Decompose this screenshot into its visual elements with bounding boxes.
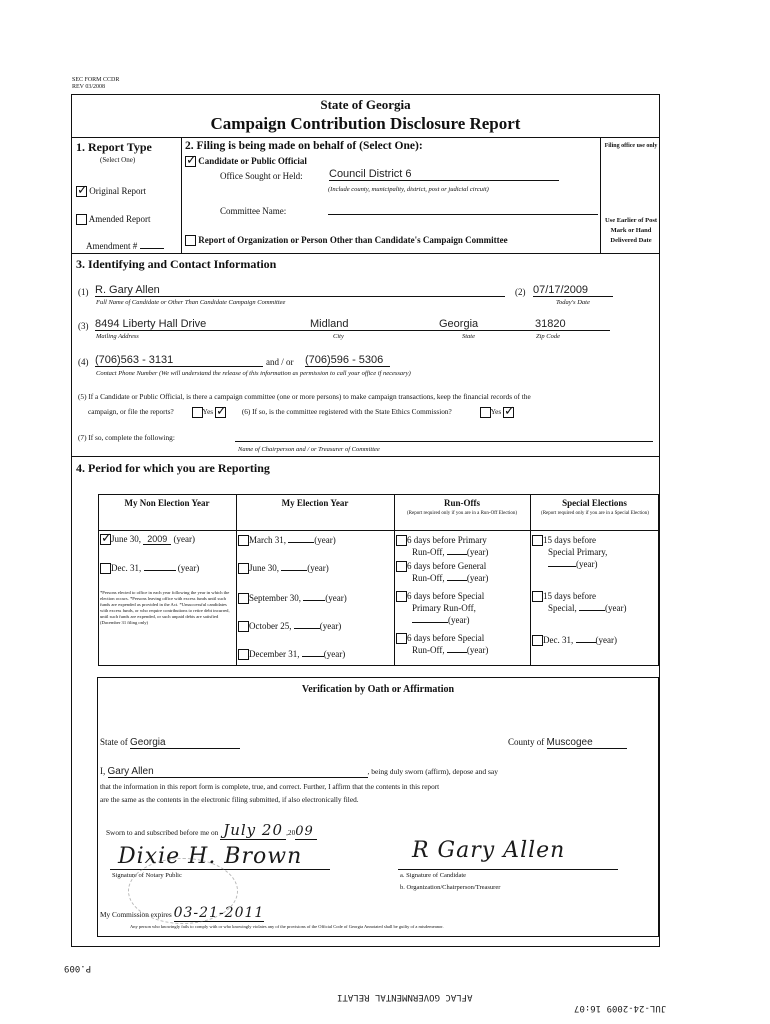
organization-report-checkbox[interactable] bbox=[185, 235, 196, 246]
e-june-option[interactable]: June 30, (year) bbox=[238, 562, 329, 574]
oath-county: County of Muscogee bbox=[508, 737, 627, 749]
and-or-label: and / or bbox=[266, 357, 294, 367]
zip-caption: Zip Code bbox=[536, 333, 561, 340]
special-dec-option[interactable]: Dec. 31, (year) bbox=[532, 634, 617, 646]
report-date-caption: Today's Date bbox=[556, 299, 590, 306]
commission-date: 03-21-2011 bbox=[173, 905, 265, 921]
section4-title: 4. Period for which you are Reporting bbox=[76, 461, 270, 475]
runoff-special-checkbox[interactable] bbox=[396, 633, 407, 644]
phone-caption: Contact Phone Number (We will understand the release of this information as permission to call your office if necessary) bbox=[96, 370, 411, 377]
oath-county-value: Muscogee bbox=[547, 737, 627, 749]
penalty-notice: Any person who knowingly fails to comply with or who knowingly violates any of the provisions of the Official Code of Georgia Annotated shall be guilty of a misdemeanor. bbox=[130, 924, 444, 929]
e-march-checkbox[interactable] bbox=[238, 535, 249, 546]
original-report-checkbox[interactable] bbox=[76, 186, 87, 197]
amended-report-option[interactable]: Amended Report bbox=[76, 214, 151, 225]
report-type-subtitle: (Select One) bbox=[100, 156, 136, 164]
sworn-year: 09 bbox=[295, 824, 314, 839]
col-election: My Election Year bbox=[281, 498, 349, 508]
commission-expires: My Commission expires 03-21-2011 bbox=[100, 905, 265, 921]
col-special-note: (Report required only if you are in a Special Election) bbox=[541, 511, 649, 516]
oath-affiant-name: Gary Allen bbox=[108, 766, 368, 778]
oath-title: Verification by Oath or Affirmation bbox=[301, 684, 455, 695]
ne-dec-option[interactable]: Dec. 31, (year) bbox=[100, 562, 199, 574]
fax-page-number: P.009 bbox=[64, 963, 92, 973]
special-primary-option[interactable]: 15 days before Special Primary, (year) bbox=[532, 534, 607, 570]
oath-state: State of Georgia bbox=[100, 737, 240, 749]
item4-number: (4) bbox=[78, 357, 89, 367]
candidate-checkbox[interactable] bbox=[185, 156, 196, 167]
office-label: Office Sought or Held: bbox=[220, 171, 303, 181]
special-option[interactable]: 15 days before Special, (year) bbox=[532, 590, 626, 614]
amendment-number-label: Amendment # bbox=[86, 240, 164, 251]
ne-june-option[interactable]: ✓June 30, 2009 (year) bbox=[100, 534, 195, 545]
e-september-checkbox[interactable] bbox=[238, 593, 249, 604]
committee-no-checkbox[interactable] bbox=[215, 407, 226, 418]
organization-signature-caption: b. Organization/Chairperson/Treasurer bbox=[400, 884, 501, 891]
col-runoffs: Run-Offs bbox=[443, 498, 480, 508]
runoff-special-primary-checkbox[interactable] bbox=[396, 591, 407, 602]
mailing-address: 8494 Liberty Hall Drive bbox=[95, 318, 310, 331]
col-runoffs-note: (Report required only if you are in a Run-Off Election) bbox=[406, 511, 517, 516]
oath-state-value: Georgia bbox=[130, 737, 240, 749]
oath-statement-2: are the same as the contents in the electronic filing submitted, if also electronically filed. bbox=[100, 795, 359, 804]
question5-text: (5) If a Candidate or Public Official, is there a campaign committee (one or more persons) to make campaign transactions, keep the financial records of the bbox=[78, 392, 531, 401]
notary-caption: Signature of Notary Public bbox=[112, 872, 182, 879]
form-state-header: State of Georgia bbox=[320, 97, 411, 112]
filing-behalf-title: 2. Filing is being made on behalf of (Select One): bbox=[185, 140, 423, 152]
oath-affiant: I, Gary Allen , being duly sworn (affirm), depose and say bbox=[100, 766, 498, 777]
runoff-special-primary-option[interactable]: 6 days before Special Primary Run-Off, (year) bbox=[396, 590, 484, 626]
state: Georgia bbox=[425, 318, 535, 331]
zip-code: 31820 bbox=[535, 318, 610, 331]
item3-number: (3) bbox=[78, 321, 89, 331]
report-type-title: 1. Report Type bbox=[76, 140, 152, 154]
fax-datetime: JUL-24-2009 16:07 bbox=[574, 1003, 667, 1013]
question5-continued: campaign, or file the reports? Yes ✓ (6) If so, is the committee registered with the State Ethics Commission? Yes ✓ bbox=[88, 407, 658, 418]
registered-no-checkbox[interactable] bbox=[503, 407, 514, 418]
col-non-election: My Non Election Year bbox=[124, 498, 210, 508]
runoff-primary-checkbox[interactable] bbox=[396, 535, 407, 546]
organization-report-option[interactable]: Report of Organization or Person Other than Candidate's Campaign Committee bbox=[185, 235, 508, 246]
special-primary-checkbox[interactable] bbox=[532, 535, 543, 546]
form-id: SEC FORM CCDR REV 03/2008 bbox=[72, 77, 120, 90]
notary-seal bbox=[128, 858, 238, 924]
office-value: Council District 6 bbox=[329, 168, 559, 181]
e-june-checkbox[interactable] bbox=[238, 563, 249, 574]
oath-statement-1: that the information in this report form is complete, true, and correct. Further, I affirm that the contents in this report bbox=[100, 782, 440, 791]
section3-title: 3. Identifying and Contact Information bbox=[76, 257, 277, 271]
e-december-checkbox[interactable] bbox=[238, 649, 249, 660]
committee-name-line bbox=[328, 205, 598, 215]
e-march-option[interactable]: March 31, (year) bbox=[238, 534, 336, 546]
phone-secondary: (706)596 - 5306 bbox=[305, 354, 390, 367]
fax-sender: AFLAC GOVERNMENTAL RELATI bbox=[337, 992, 473, 1002]
runoff-primary-option[interactable]: 6 days before Primary Run-Off, (year) bbox=[396, 534, 488, 558]
postmark-note: Use Earlier of Post Mark or Hand Delivered Date bbox=[604, 217, 658, 244]
registered-yes-checkbox[interactable] bbox=[480, 407, 491, 418]
sworn-date: July 20 bbox=[223, 821, 283, 839]
candidate-name-caption: Full Name of Candidate or Other Than Candidate Campaign Committee bbox=[96, 299, 286, 306]
runoff-general-checkbox[interactable] bbox=[396, 561, 407, 572]
e-september-option[interactable]: September 30, (year) bbox=[238, 592, 347, 604]
mailing-address-caption: Mailing Address bbox=[96, 333, 139, 340]
phone-primary: (706)563 - 3131 bbox=[95, 354, 263, 367]
report-date: 07/17/2009 bbox=[533, 284, 613, 297]
e-october-checkbox[interactable] bbox=[238, 621, 249, 632]
candidate-option[interactable]: ✓ Candidate or Public Official bbox=[185, 156, 307, 167]
chairperson-caption: Name of Chairperson and / or Treasurer of Committee bbox=[238, 446, 380, 453]
committee-yes-checkbox[interactable] bbox=[192, 407, 203, 418]
e-october-option[interactable]: October 25, (year) bbox=[238, 620, 341, 632]
ne-dec-checkbox[interactable] bbox=[100, 563, 111, 574]
state-caption: State bbox=[462, 333, 475, 340]
form-title: Campaign Contribution Disclosure Report bbox=[210, 114, 521, 133]
runoff-general-option[interactable]: 6 days before General Run-Off, (year) bbox=[396, 560, 488, 584]
question7-text: (7) If so, complete the following: bbox=[78, 433, 175, 442]
non-election-footnote: *Persons elected to office in each year following the year in which the election occurs. *Persons leaving office with excess funds until such funds are expended as provided in the Act. *Unsuccessful candidates with excess funds, or who require contributions to retire debt incurred, until such funds are expended, or such unpaid debts are satisfied (Dacember 31 filing only) bbox=[100, 590, 230, 625]
city-caption: City bbox=[333, 333, 344, 340]
original-report-option[interactable]: ✓ Original Report bbox=[76, 186, 146, 197]
office-note: (Include county, municipality, district, post or judicial circuit) bbox=[328, 186, 489, 193]
item2-number: (2) bbox=[515, 287, 526, 297]
committee-name-label: Committee Name: bbox=[220, 206, 287, 216]
e-december-option[interactable]: December 31, (year) bbox=[238, 648, 345, 660]
col-special: Special Elections bbox=[562, 498, 627, 508]
city: Midland bbox=[310, 318, 425, 331]
amended-report-checkbox[interactable] bbox=[76, 214, 87, 225]
sworn-date-line: Sworn to and subscribed before me on July 20 ,2009 bbox=[106, 821, 317, 840]
runoff-special-option[interactable]: 6 days before Special Run-Off, (year) bbox=[396, 632, 488, 656]
candidate-name: R. Gary Allen bbox=[95, 284, 505, 297]
item1-number: (1) bbox=[78, 287, 89, 297]
candidate-signature-caption: a. Signature of Candidate bbox=[400, 872, 467, 879]
ne-june-year: 2009 bbox=[143, 534, 171, 545]
special-checkbox[interactable] bbox=[532, 591, 543, 602]
office-use-title: Filing office use only bbox=[604, 143, 658, 149]
ne-june-checkbox[interactable] bbox=[100, 534, 111, 545]
notary-signature: Dixie H. Brown bbox=[118, 844, 303, 869]
chairperson-line bbox=[235, 432, 653, 442]
special-dec-checkbox[interactable] bbox=[532, 635, 543, 646]
candidate-signature: R Gary Allen bbox=[412, 838, 566, 863]
